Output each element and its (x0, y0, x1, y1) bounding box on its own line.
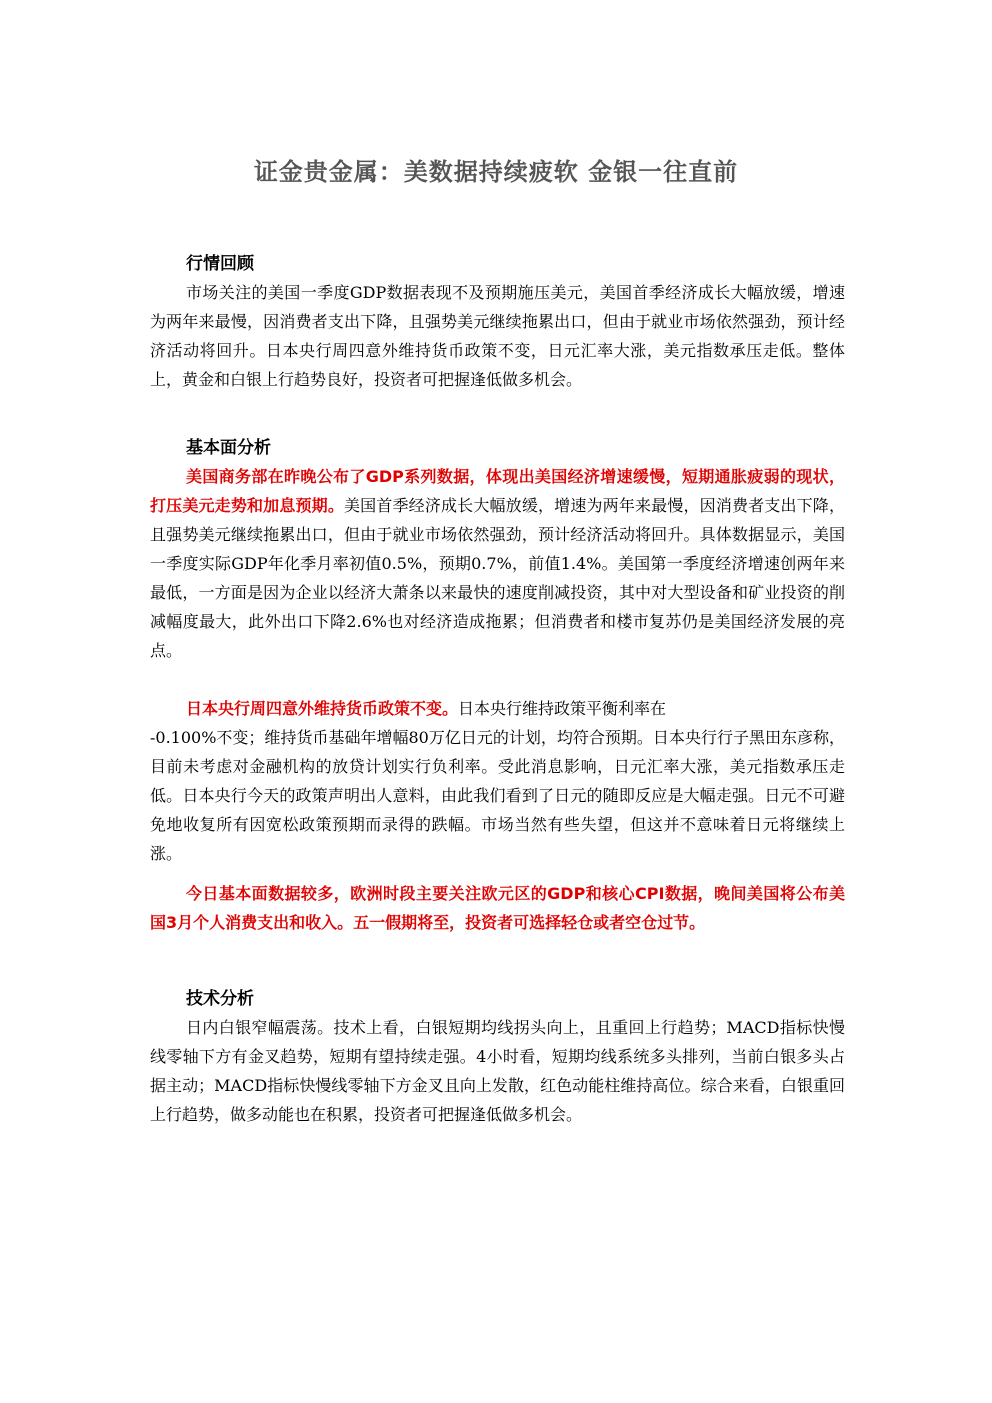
fundamental-body-2: -0.100%不变；维持货币基础年增幅80万亿日元的计划，均符合预期。日本央行行子黑田东彦称，目前未考虑对金融机构的放贷计划实行负利率。受此消息影响，日元汇率大涨，美元指数承压走低。日本央行今天的政策声明出人意料，由此我们看到了日元的随即反应是大幅走强。日元不可避免地收复所有因宽松政策预期而录得的跌幅。市场当然有些失望，但这并不意味着日元将继续上涨。 (150, 728, 845, 863)
market-review-heading: 行情回顾 (186, 254, 254, 274)
fundamental-body-2-line1: 日本央行维持政策平衡利率在 (458, 699, 667, 718)
fundamental-paragraph-1 (150, 462, 845, 665)
page-title: 证金贵金属：美数据持续疲软 金银一往直前 (253, 158, 739, 186)
technical-heading: 技术分析 (186, 989, 254, 1009)
fundamental-section (150, 434, 845, 665)
fundamental-paragraph-2-line1 (150, 694, 845, 723)
fundamental-highlight-2: 日本央行周四意外维持货币政策不变。 (186, 699, 459, 718)
fundamental-highlight-1: 美国商务部在昨晚公布了GDP系列数据，体现出美国经济增速缓慢，短期通胀疲弱的现状，打压美元走势和加息预期。 (150, 467, 845, 515)
fundamental-body-1: 美国首季经济成长大幅放缓，增速为两年来最慢，因消费者支出下降，且强势美元继续拖累出口，但由于就业市场依然强劲，预计经济活动将回升。具体数据显示，美国一季度实际GDP年化季月率初值0.5%，预期0.7%，前值1.4%。美国第一季度经济增速创两年来最低，一方面是因为企业以经济大萧条以来最快的速度削减投资，其中对大型设备和矿业投资的削减幅度最大，此外出口下降2.6%也对经济造成拖累；但消费者和楼市复苏仍是美国经济发展的亮点。 (150, 496, 845, 660)
technical-body: 日内白银窄幅震荡。技术上看，白银短期均线拐头向上，且重回上行趋势；MACD指标快慢线零轴下方有金叉趋势，短期有望持续走强。4小时看，短期均线系统多头排列，当前白银多头占据主动；MACD指标快慢线零轴下方金叉且向上发散，红色动能柱维持高位。综合来看，白银重回上行趋势，做多动能也在积累，投资者可把握逢低做多机会。 (150, 1018, 845, 1124)
fundamental-heading: 基本面分析 (186, 438, 271, 458)
technical-section (150, 985, 845, 1129)
market-review-body: 市场关注的美国一季度GDP数据表现不及预期施压美元，美国首季经济成长大幅放缓，增速为两年来最慢，因消费者支出下降，且强势美元继续拖累出口，但由于就业市场依然强劲，预计经济活动将回升。日本央行周四意外维持货币政策不变，日元汇率大涨，美元指数承压走低。整体上，黄金和白银上行趋势良好，投资者可把握逢低做多机会。 (150, 283, 845, 389)
market-review-section (150, 250, 845, 394)
fundamental-highlight-3: 今日基本面数据较多，欧洲时段主要关注欧元区的GDP和核心CPI数据，晚间美国将公布美国3月个人消费支出和收入。五一假期将至，投资者可选择轻仓或者空仓过节。 (150, 884, 845, 932)
boj-section (150, 694, 845, 868)
fundamental-paragraph-3 (150, 879, 845, 937)
outlook-section (150, 879, 845, 937)
